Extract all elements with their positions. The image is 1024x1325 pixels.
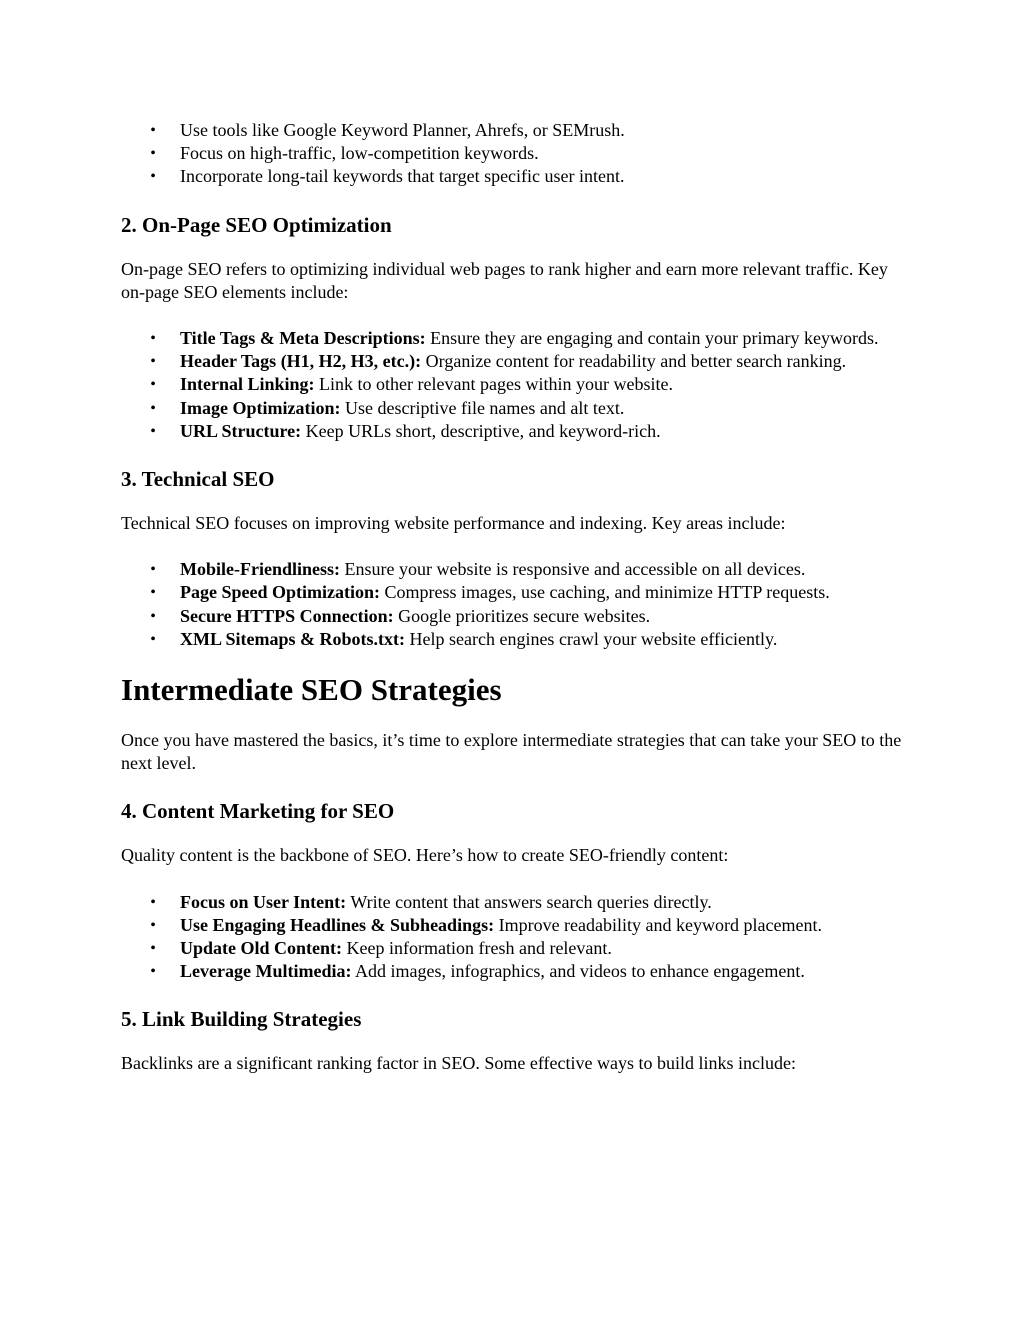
list-item-term: Update Old Content: bbox=[180, 938, 343, 959]
list-item bbox=[121, 420, 911, 443]
bullet-icon: • bbox=[150, 145, 156, 163]
list-item-text: Focus on high-traffic, low-competition keywords. bbox=[180, 143, 539, 164]
technical-intro: Technical SEO focuses on improving website performance and indexing. Key areas include: bbox=[121, 513, 786, 534]
list-item bbox=[121, 165, 911, 188]
bullet-icon: • bbox=[150, 630, 156, 648]
list-item bbox=[121, 558, 911, 581]
bullet-icon: • bbox=[150, 584, 156, 602]
onpage-intro: On-page SEO refers to optimizing individual web pages to rank higher and earn more relevant traffic. Key on-page SEO elements include: bbox=[121, 258, 888, 302]
intermediate-heading: Intermediate SEO Strategies bbox=[121, 672, 502, 708]
link-building-heading: 5. Link Building Strategies bbox=[121, 1007, 362, 1032]
bullet-icon: • bbox=[150, 940, 156, 958]
bullet-icon: • bbox=[150, 893, 156, 911]
content-marketing-heading: 4. Content Marketing for SEO bbox=[121, 799, 395, 824]
list-item-text: Google prioritizes secure websites. bbox=[393, 605, 651, 626]
list-item-text: Compress images, use caching, and minimize HTTP requests. bbox=[380, 582, 830, 603]
list-item-term: Secure HTTPS Connection: bbox=[180, 605, 394, 626]
list-item bbox=[121, 891, 911, 914]
bullet-icon: • bbox=[150, 607, 156, 625]
list-item-text: Keep URLs short, descriptive, and keyword-rich. bbox=[301, 420, 661, 441]
list-item-text: Use descriptive file names and alt text. bbox=[340, 397, 625, 418]
document-body bbox=[121, 119, 911, 1076]
list-item-text: Organize content for readability and better search ranking. bbox=[421, 351, 847, 372]
list-item-term: Leverage Multimedia: bbox=[180, 961, 352, 982]
list-item-term: Title Tags & Meta Descriptions: bbox=[180, 328, 426, 349]
list-item bbox=[121, 119, 911, 142]
list-item-text: Ensure your website is responsive and accessible on all devices. bbox=[340, 559, 806, 580]
list-item-text: Use tools like Google Keyword Planner, Ahrefs, or SEMrush. bbox=[180, 120, 625, 140]
bullet-icon: • bbox=[150, 916, 156, 934]
bullet-icon: • bbox=[150, 122, 156, 139]
list-item-term: Page Speed Optimization: bbox=[180, 582, 380, 603]
list-item bbox=[121, 142, 911, 165]
list-item bbox=[121, 605, 911, 628]
list-item-text: Incorporate long-tail keywords that target specific user intent. bbox=[180, 166, 625, 187]
list-item-text: Add images, infographics, and videos to enhance engagement. bbox=[351, 961, 805, 982]
list-item bbox=[121, 350, 911, 373]
content-marketing-list bbox=[121, 891, 911, 984]
list-item bbox=[121, 914, 911, 937]
list-item-term: Image Optimization: bbox=[180, 397, 341, 418]
link-building-intro: Backlinks are a significant ranking factor in SEO. Some effective ways to build links include: bbox=[121, 1053, 796, 1074]
list-item bbox=[121, 960, 911, 983]
bullet-icon: • bbox=[150, 399, 156, 417]
list-item bbox=[121, 397, 911, 420]
bullet-icon: • bbox=[150, 561, 156, 579]
list-item-term: XML Sitemaps & Robots.txt: bbox=[180, 628, 405, 649]
list-item-text: Improve readability and keyword placement. bbox=[494, 914, 822, 935]
bullet-icon: • bbox=[150, 330, 156, 348]
list-item-text: Keep information fresh and relevant. bbox=[342, 938, 612, 959]
bullet-icon: • bbox=[150, 353, 156, 371]
list-item-text: Link to other relevant pages within your website. bbox=[314, 374, 673, 395]
list-item-term: Header Tags (H1, H2, H3, etc.): bbox=[180, 351, 422, 372]
bullet-icon: • bbox=[150, 963, 156, 981]
list-item bbox=[121, 373, 911, 396]
bullet-icon: • bbox=[150, 168, 156, 186]
list-item-term: Use Engaging Headlines & Subheadings: bbox=[180, 914, 495, 935]
list-item-text: Ensure they are engaging and contain your primary keywords. bbox=[425, 328, 879, 349]
list-item bbox=[121, 937, 911, 960]
bullet-icon: • bbox=[150, 376, 156, 394]
onpage-heading: 2. On-Page SEO Optimization bbox=[121, 212, 392, 237]
bullet-icon: • bbox=[150, 422, 156, 440]
list-item bbox=[121, 581, 911, 604]
list-item bbox=[121, 628, 911, 651]
list-item bbox=[121, 327, 911, 350]
keyword-research-list bbox=[121, 119, 911, 189]
list-item-term: Internal Linking: bbox=[180, 374, 315, 395]
onpage-list bbox=[121, 327, 911, 443]
intermediate-intro: Once you have mastered the basics, it’s time to explore intermediate strategies that can take your SEO to the next level. bbox=[121, 730, 902, 774]
list-item-text: Help search engines crawl your website efficiently. bbox=[405, 628, 778, 649]
list-item-term: URL Structure: bbox=[180, 420, 302, 441]
technical-heading: 3. Technical SEO bbox=[121, 467, 275, 492]
list-item-term: Mobile-Friendliness: bbox=[180, 559, 340, 580]
content-marketing-intro: Quality content is the backbone of SEO. Here’s how to create SEO-friendly content: bbox=[121, 845, 729, 866]
list-item-term: Focus on User Intent: bbox=[180, 891, 347, 912]
technical-list bbox=[121, 558, 911, 651]
list-item-text: Write content that answers search queries directly. bbox=[346, 891, 712, 912]
